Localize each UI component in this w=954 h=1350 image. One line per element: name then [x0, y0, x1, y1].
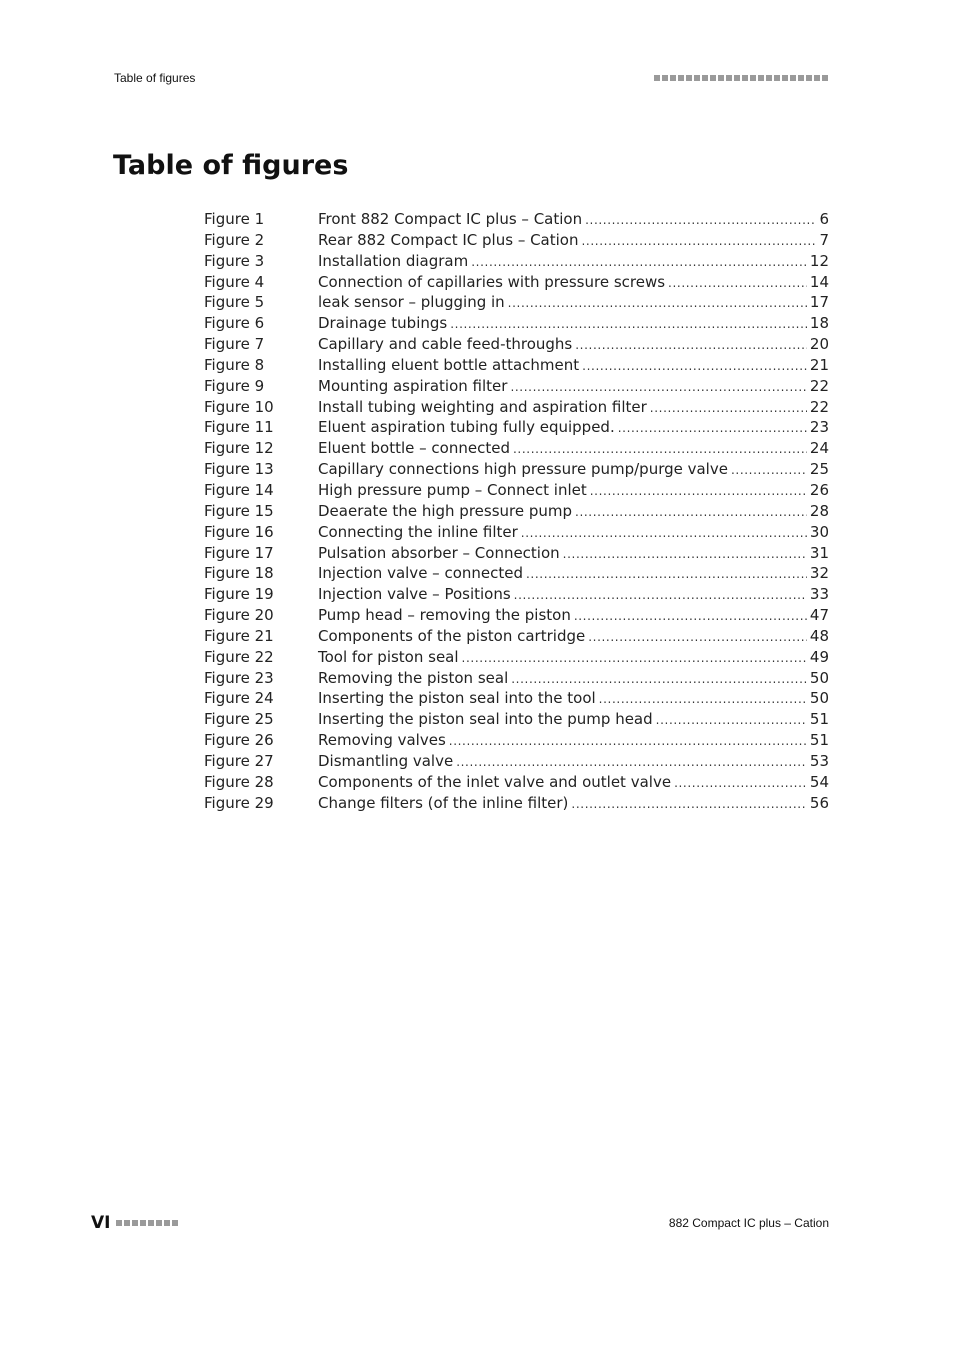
figure-page-number[interactable]: 48	[809, 626, 829, 645]
figure-title[interactable]: Inserting the piston seal into the pump head	[318, 710, 653, 729]
figure-page-number[interactable]: 7	[819, 230, 829, 249]
dot-leader	[563, 544, 807, 565]
figure-page-number[interactable]: 33	[809, 585, 829, 604]
figure-label: Figure 16	[204, 522, 274, 541]
figure-label: Figure 22	[204, 647, 274, 666]
figure-page-number[interactable]: 21	[809, 355, 829, 374]
figure-label: Figure 21	[204, 626, 274, 645]
figure-page-number[interactable]: 49	[809, 647, 829, 666]
dot-leader	[571, 794, 807, 815]
figure-page-number[interactable]: 26	[809, 480, 829, 499]
figure-entry[interactable]	[204, 334, 829, 355]
figure-page-number[interactable]: 32	[809, 564, 829, 583]
figure-label: Figure 19	[204, 585, 274, 604]
dot-leader	[526, 564, 807, 585]
footer-product-name: 882 Compact IC plus – Cation	[668, 1216, 829, 1230]
figure-entry[interactable]	[204, 501, 829, 522]
figure-label: Figure 29	[204, 793, 274, 812]
dot-leader	[599, 689, 807, 710]
figure-label: Figure 18	[204, 564, 274, 583]
figure-label: Figure 24	[204, 689, 274, 708]
dot-leader	[456, 752, 807, 773]
running-header: Table of figures	[114, 71, 196, 85]
figure-entry[interactable]	[204, 605, 829, 626]
figure-entry[interactable]	[204, 647, 829, 668]
dot-leader	[471, 252, 807, 273]
dot-leader	[585, 210, 816, 231]
figure-title[interactable]: Removing the piston seal	[318, 668, 509, 687]
figure-entry[interactable]	[204, 522, 829, 543]
figure-page-number[interactable]: 24	[809, 439, 829, 458]
figure-page-number[interactable]: 12	[809, 251, 829, 270]
figure-title[interactable]: Installation diagram	[318, 251, 469, 270]
figure-label: Figure 28	[204, 772, 274, 791]
dot-leader	[582, 231, 817, 252]
figure-entry[interactable]	[204, 355, 829, 376]
figure-label: Figure 11	[204, 418, 274, 437]
dot-leader	[668, 273, 807, 294]
figure-page-number[interactable]: 51	[809, 710, 829, 729]
figure-entry[interactable]	[204, 272, 829, 293]
figure-title[interactable]: Tool for piston seal	[318, 647, 459, 666]
figure-title[interactable]: Injection valve – Positions	[318, 585, 511, 604]
figure-page-number[interactable]: 50	[809, 689, 829, 708]
figure-page-number[interactable]: 30	[809, 522, 829, 541]
figure-page-number[interactable]: 28	[809, 501, 829, 520]
dot-leader	[582, 356, 807, 377]
figure-page-number[interactable]: 31	[809, 543, 829, 562]
dot-leader	[513, 439, 807, 460]
dot-leader	[575, 335, 807, 356]
figure-page-number[interactable]: 56	[809, 793, 829, 812]
figure-title[interactable]: Pulsation absorber – Connection	[318, 543, 560, 562]
figure-title[interactable]: Capillary and cable feed-throughs	[318, 335, 573, 354]
dot-leader	[731, 460, 807, 481]
dot-leader	[450, 314, 807, 335]
figure-page-number[interactable]: 47	[809, 606, 829, 625]
dot-leader	[574, 606, 807, 627]
figure-title[interactable]: High pressure pump – Connect inlet	[318, 480, 587, 499]
figure-entry[interactable]	[204, 376, 829, 397]
dot-leader	[674, 773, 807, 794]
figure-title[interactable]: Capillary connections high pressure pump/purge valve	[318, 460, 728, 479]
footer-decoration-squares	[116, 1220, 178, 1226]
figure-title[interactable]: Install tubing weighting and aspiration filter	[318, 397, 647, 416]
figure-entry[interactable]	[204, 584, 829, 605]
figure-label: Figure 17	[204, 543, 274, 562]
figure-title[interactable]: Drainage tubings	[318, 314, 448, 333]
figure-entry[interactable]	[204, 709, 829, 730]
figure-label: Figure 13	[204, 460, 274, 479]
figure-title[interactable]: Components of the piston cartridge	[318, 626, 586, 645]
dot-leader	[449, 731, 807, 752]
figure-entry[interactable]	[204, 209, 829, 230]
figure-page-number[interactable]: 51	[809, 731, 829, 750]
page-number: VI	[91, 1213, 111, 1233]
dot-leader	[650, 398, 807, 419]
figure-label: Figure 1	[204, 210, 265, 228]
figure-label: Figure 27	[204, 751, 274, 770]
figure-label: Figure 4	[204, 272, 265, 291]
figure-label: Figure 20	[204, 606, 274, 625]
figure-title[interactable]: Eluent aspiration tubing fully equipped.	[318, 418, 615, 437]
figure-label: Figure 12	[204, 439, 274, 458]
figure-label: Figure 6	[204, 314, 265, 333]
figure-title[interactable]: Inserting the piston seal into the tool	[318, 689, 596, 708]
figure-entry[interactable]	[204, 688, 829, 709]
dot-leader	[521, 523, 807, 544]
figure-page-number[interactable]: 54	[809, 772, 829, 791]
figure-label: Figure 15	[204, 501, 274, 520]
figure-title[interactable]: Deaerate the high pressure pump	[318, 501, 573, 520]
footer-folio-group	[91, 1213, 178, 1233]
figure-title[interactable]: Eluent bottle – connected	[318, 439, 510, 458]
figure-entry[interactable]	[204, 730, 829, 751]
figure-entry[interactable]	[204, 313, 829, 334]
header-decoration-squares	[654, 75, 828, 81]
figure-title[interactable]: leak sensor – plugging in	[318, 293, 505, 312]
figure-entry[interactable]	[204, 480, 829, 501]
dot-leader	[462, 648, 807, 669]
figure-label: Figure 8	[204, 355, 265, 374]
figure-label: Figure 26	[204, 731, 274, 750]
figure-entry[interactable]	[204, 417, 829, 438]
figure-entry[interactable]	[204, 793, 829, 814]
figure-title[interactable]: Pump head – removing the piston	[318, 606, 571, 625]
figure-entry[interactable]	[204, 251, 829, 272]
figure-page-number[interactable]: 22	[809, 397, 829, 416]
figure-title[interactable]: Installing eluent bottle attachment	[318, 355, 580, 374]
figure-label: Figure 23	[204, 668, 274, 687]
figure-entry[interactable]	[204, 626, 829, 647]
figure-page-number[interactable]: 17	[809, 293, 829, 312]
dot-leader	[514, 585, 807, 606]
figure-title[interactable]: Connecting the inline filter	[318, 522, 518, 541]
figure-title[interactable]: Components of the inlet valve and outlet valve	[318, 772, 672, 791]
figure-page-number[interactable]: 14	[809, 272, 829, 291]
dot-leader	[590, 481, 807, 502]
figure-entry[interactable]	[204, 438, 829, 459]
figure-entry[interactable]	[204, 563, 829, 584]
figure-entry[interactable]	[204, 543, 829, 564]
figure-label: Figure 10	[204, 397, 274, 416]
figure-page-number[interactable]: 50	[809, 668, 829, 687]
dot-leader	[575, 502, 807, 523]
figure-entry[interactable]	[204, 459, 829, 480]
figure-title[interactable]: Dismantling valve	[318, 751, 454, 770]
figure-page-number[interactable]: 20	[809, 335, 829, 354]
figure-entry[interactable]	[204, 292, 829, 313]
figure-label: Figure 3	[204, 251, 265, 270]
figure-label: Figure 14	[204, 480, 274, 499]
figure-label: Figure 2	[204, 230, 265, 249]
dot-leader	[618, 418, 807, 439]
figure-title[interactable]: Injection valve – connected	[318, 564, 523, 583]
table-of-figures	[204, 209, 829, 813]
figure-label: Figure 9	[204, 376, 265, 395]
figure-entry[interactable]	[204, 230, 829, 251]
figure-page-number[interactable]: 25	[809, 460, 829, 479]
dot-leader	[508, 293, 807, 314]
figure-title[interactable]: Mounting aspiration filter	[318, 376, 508, 395]
figure-page-number[interactable]: 53	[809, 751, 829, 770]
figure-entry[interactable]	[204, 668, 829, 689]
figure-label: Figure 25	[204, 710, 274, 729]
figure-page-number[interactable]: 23	[809, 418, 829, 437]
figure-page-number[interactable]: 18	[809, 314, 829, 333]
dot-leader	[588, 627, 807, 648]
figure-title[interactable]: Removing valves	[318, 731, 446, 750]
figure-title[interactable]: Front 882 Compact IC plus – Cation	[318, 210, 583, 228]
dot-leader	[510, 377, 806, 398]
figure-page-number[interactable]: 6	[819, 210, 829, 228]
page-title: Table of figures	[113, 150, 349, 181]
figure-title[interactable]: Connection of capillaries with pressure screws	[318, 272, 666, 291]
figure-entry[interactable]	[204, 772, 829, 793]
dot-leader	[511, 669, 807, 690]
figure-page-number[interactable]: 22	[809, 376, 829, 395]
dot-leader	[656, 710, 807, 731]
figure-title[interactable]: Rear 882 Compact IC plus – Cation	[318, 230, 579, 249]
figure-entry[interactable]	[204, 397, 829, 418]
figure-entry[interactable]	[204, 751, 829, 772]
figure-title[interactable]: Change filters (of the inline filter)	[318, 793, 569, 812]
figure-label: Figure 7	[204, 335, 265, 354]
figure-label: Figure 5	[204, 293, 265, 312]
